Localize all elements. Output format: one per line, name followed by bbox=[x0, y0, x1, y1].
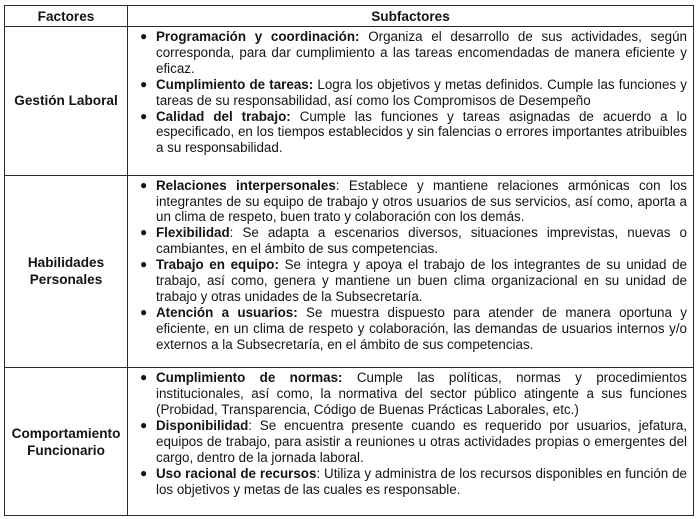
subfactor-list bbox=[128, 29, 687, 156]
item-title: Calidad del trabajo: bbox=[156, 108, 291, 124]
item-text: : Establece y mantiene relaciones armónicas con los integrantes de su equipo de trabajo y otros usuarios de sus servicios, así como, aporta a un clima de respeto, buen trato y colaboración con los demás. bbox=[156, 177, 687, 225]
list-item bbox=[140, 76, 687, 109]
list-item bbox=[140, 29, 687, 77]
table-row-habilidades-personales bbox=[5, 175, 694, 368]
list-item bbox=[140, 177, 687, 226]
header-subfactors: Subfactores bbox=[128, 6, 694, 27]
item-text: Cumple las políticas, normas y procedimientos institucionales, así como, la normativa del sector público atingente a sus funciones (Probidad, Transparencia, Código de Buenas Prácticas Laborales, etc.) bbox=[156, 370, 687, 418]
table-row-gestion-laboral bbox=[5, 27, 694, 176]
table-row-comportamiento-funcionario bbox=[5, 368, 694, 516]
bullet-icon: ● bbox=[140, 108, 148, 123]
bullet-icon: ● bbox=[140, 370, 148, 385]
item-text: Organiza el desarrollo de sus actividades, según corresponda, para dar cumplimiento a las tareas encomendadas de manera eficiente y eficaz. bbox=[156, 29, 687, 76]
item-title: Uso racional de recursos bbox=[156, 465, 317, 481]
item-text: : Utiliza y administra de los recursos disponibles en función de los objetivos y metas de las cuales es responsable. bbox=[156, 465, 688, 497]
subfactor-list bbox=[128, 370, 687, 497]
bullet-icon: ● bbox=[140, 304, 148, 319]
item-title: Cumplimiento de tareas: bbox=[156, 76, 314, 92]
item-title: Trabajo en equipo: bbox=[156, 257, 279, 273]
bullet-icon: ● bbox=[140, 225, 148, 240]
item-title: Programación y coordinación: bbox=[156, 29, 360, 44]
list-item bbox=[140, 225, 687, 257]
item-text: Se muestra dispuesto para atender de manera oportuna y eficiente, en un clima de respeto y colaboración, las demandas de usuarios internos y/o externos a la Subsecretaría, en el ámbito de sus competencias. bbox=[156, 304, 687, 352]
list-item bbox=[140, 418, 687, 466]
bullet-icon: ● bbox=[140, 257, 148, 272]
factor-habilidades-personales: Habilidades Personales bbox=[5, 175, 128, 368]
item-title: Disponibilidad bbox=[156, 418, 249, 434]
bullet-icon: ● bbox=[140, 465, 148, 480]
factor-comportamiento-funcionario: Comportamiento Funcionario bbox=[5, 368, 128, 516]
list-item bbox=[140, 108, 687, 157]
item-text: Cumple las funciones y tareas asignadas de acuerdo a lo especificado, en los tiempos establecidos y sin falencias o errores importantes atribuibles a su responsabilidad. bbox=[156, 108, 687, 156]
list-item bbox=[140, 465, 688, 498]
subfactor-list bbox=[128, 178, 687, 353]
bullet-icon: ● bbox=[140, 29, 148, 43]
item-text: : Se encuentra presente cuando es requerido por usuarios, jefatura, equipos de trabajo, para asistir a reuniones u otras actividades propias o emergentes del cargo, dentro de la jornada laboral. bbox=[156, 418, 687, 465]
item-text: Se integra y apoya el trabajo de los integrantes de su unidad de trabajo, así como, genera y mantiene un buen clima organizacional en su unidad de trabajo y otras unidades de la Subsecretaría. bbox=[156, 257, 687, 304]
bullet-icon: ● bbox=[140, 418, 148, 433]
item-title: Relaciones interpersonales bbox=[156, 177, 336, 193]
evaluation-table bbox=[4, 5, 694, 516]
item-title: Atención a usuarios: bbox=[156, 304, 298, 320]
item-text: Logra los objetivos y metas definidos. Cumple las funciones y tareas de su responsabilidad, así como los Compromisos de Desempeño bbox=[156, 76, 687, 108]
factor-gestion-laboral: Gestión Laboral bbox=[5, 27, 128, 176]
subfactor-list-cell bbox=[128, 27, 694, 176]
bullet-icon: ● bbox=[140, 177, 148, 192]
header-factors: Factores bbox=[5, 6, 128, 27]
list-item bbox=[140, 370, 687, 418]
subfactor-list-cell bbox=[128, 175, 694, 368]
item-title: Flexibilidad bbox=[156, 225, 230, 241]
subfactor-list-cell bbox=[128, 368, 694, 516]
list-item bbox=[140, 257, 687, 305]
item-title: Cumplimiento de normas: bbox=[156, 370, 343, 386]
bullet-icon: ● bbox=[140, 76, 148, 91]
header-row bbox=[5, 6, 694, 27]
list-item bbox=[140, 304, 687, 353]
item-text: : Se adapta a escenarios diversos, situaciones imprevistas, nuevas o cambiantes, en el ámbito de sus competencias. bbox=[156, 225, 687, 257]
